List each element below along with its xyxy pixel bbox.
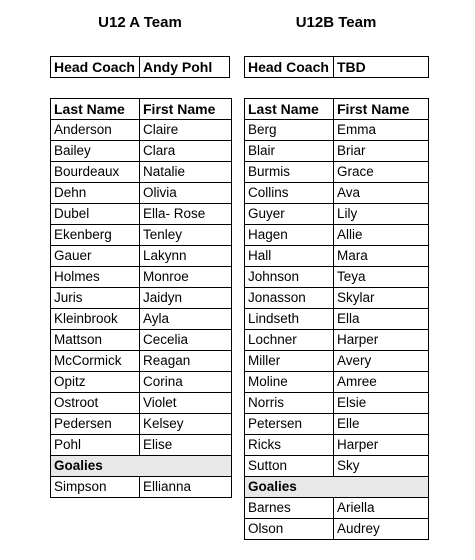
column-header-first-name: First Name (334, 99, 429, 120)
player-last-name: Johnson (245, 267, 334, 288)
player-last-name: Norris (245, 393, 334, 414)
goalie-last-name: Barnes (245, 498, 334, 519)
player-row (51, 141, 232, 162)
player-last-name: Gauer (51, 246, 140, 267)
player-last-name: Hagen (245, 225, 334, 246)
player-last-name: Dubel (51, 204, 140, 225)
player-first-name: Grace (334, 162, 429, 183)
player-last-name: Anderson (51, 120, 140, 141)
player-last-name: Sutton (245, 456, 334, 477)
player-last-name: Pedersen (51, 414, 140, 435)
goalies-header-row (51, 456, 232, 477)
goalies-label: Goalies (51, 456, 232, 477)
team-a-title: U12 A Team (98, 14, 182, 31)
team-a-coach-table (50, 56, 230, 78)
column-header-last-name: Last Name (245, 99, 334, 120)
player-last-name: Berg (245, 120, 334, 141)
player-first-name: Briar (334, 141, 429, 162)
player-last-name: Holmes (51, 267, 140, 288)
player-first-name: Avery (334, 351, 429, 372)
player-first-name: Harper (334, 435, 429, 456)
coach-label: Head Coach (51, 57, 140, 78)
player-row (245, 246, 429, 267)
player-first-name: Clara (140, 141, 232, 162)
player-last-name: Ostroot (51, 393, 140, 414)
player-row (245, 309, 429, 330)
goalies-label: Goalies (245, 477, 429, 498)
player-row (245, 330, 429, 351)
player-last-name: Moline (245, 372, 334, 393)
player-row (245, 351, 429, 372)
team-b-roster-table (244, 98, 429, 540)
player-row (245, 162, 429, 183)
player-row (245, 120, 429, 141)
player-last-name: Collins (245, 183, 334, 204)
player-row (51, 246, 232, 267)
player-row (51, 225, 232, 246)
goalie-last-name: Olson (245, 519, 334, 540)
team-a-roster-table (50, 98, 232, 498)
player-last-name: Pohl (51, 435, 140, 456)
player-last-name: Ricks (245, 435, 334, 456)
player-first-name: Ayla (140, 309, 232, 330)
goalie-row (245, 498, 429, 519)
roster-header-row (51, 99, 232, 120)
player-last-name: Opitz (51, 372, 140, 393)
player-last-name: Blair (245, 141, 334, 162)
column-header-first-name: First Name (140, 99, 232, 120)
player-row (245, 204, 429, 225)
player-last-name: Jonasson (245, 288, 334, 309)
player-first-name: Cecelia (140, 330, 232, 351)
player-last-name: Lindseth (245, 309, 334, 330)
goalie-first-name: Ellianna (140, 477, 232, 498)
player-row (51, 183, 232, 204)
player-row (51, 120, 232, 141)
player-row (51, 393, 232, 414)
player-first-name: Elsie (334, 393, 429, 414)
player-row (51, 372, 232, 393)
player-last-name: Bailey (51, 141, 140, 162)
player-first-name: Corina (140, 372, 232, 393)
player-row (245, 267, 429, 288)
player-first-name: Amree (334, 372, 429, 393)
player-last-name: Mattson (51, 330, 140, 351)
goalie-first-name: Ariella (334, 498, 429, 519)
player-first-name: Lily (334, 204, 429, 225)
player-row (245, 435, 429, 456)
player-first-name: Harper (334, 330, 429, 351)
player-row (51, 414, 232, 435)
column-header-last-name: Last Name (51, 99, 140, 120)
player-row (51, 351, 232, 372)
player-row (51, 267, 232, 288)
player-row (245, 288, 429, 309)
coach-name: TBD (334, 57, 429, 78)
player-last-name: Hall (245, 246, 334, 267)
player-last-name: Ekenberg (51, 225, 140, 246)
player-row (245, 372, 429, 393)
roster-header-row (245, 99, 429, 120)
coach-name: Andy Pohl (140, 57, 230, 78)
player-row (51, 288, 232, 309)
roster-body (245, 99, 429, 540)
player-last-name: Dehn (51, 183, 140, 204)
player-first-name: Allie (334, 225, 429, 246)
team-b-title: U12B Team (295, 14, 377, 31)
player-first-name: Monroe (140, 267, 232, 288)
player-first-name: Tenley (140, 225, 232, 246)
goalies-header-row (245, 477, 429, 498)
player-first-name: Ava (334, 183, 429, 204)
player-last-name: Juris (51, 288, 140, 309)
player-row (51, 162, 232, 183)
goalie-first-name: Audrey (334, 519, 429, 540)
coach-row (51, 57, 230, 78)
player-row (51, 330, 232, 351)
player-first-name: Sky (334, 456, 429, 477)
player-row (245, 414, 429, 435)
player-row (51, 204, 232, 225)
player-last-name: Burmis (245, 162, 334, 183)
player-last-name: Petersen (245, 414, 334, 435)
player-row (245, 393, 429, 414)
goalie-row (245, 519, 429, 540)
roster-body (51, 99, 232, 498)
player-last-name: McCormick (51, 351, 140, 372)
player-first-name: Reagan (140, 351, 232, 372)
player-row (245, 225, 429, 246)
player-row (245, 141, 429, 162)
player-first-name: Claire (140, 120, 232, 141)
player-last-name: Guyer (245, 204, 334, 225)
player-last-name: Lochner (245, 330, 334, 351)
player-row (51, 435, 232, 456)
player-first-name: Olivia (140, 183, 232, 204)
team-b-coach-table (244, 56, 429, 78)
goalie-last-name: Simpson (51, 477, 140, 498)
player-first-name: Jaidyn (140, 288, 232, 309)
player-first-name: Mara (334, 246, 429, 267)
player-first-name: Teya (334, 267, 429, 288)
player-last-name: Bourdeaux (51, 162, 140, 183)
player-row (245, 456, 429, 477)
player-first-name: Kelsey (140, 414, 232, 435)
player-first-name: Ella (334, 309, 429, 330)
player-first-name: Elise (140, 435, 232, 456)
player-last-name: Miller (245, 351, 334, 372)
player-row (51, 309, 232, 330)
player-row (245, 183, 429, 204)
player-last-name: Kleinbrook (51, 309, 140, 330)
player-first-name: Lakynn (140, 246, 232, 267)
player-first-name: Skylar (334, 288, 429, 309)
player-first-name: Ella- Rose (140, 204, 232, 225)
player-first-name: Natalie (140, 162, 232, 183)
goalie-row (51, 477, 232, 498)
coach-row (245, 57, 429, 78)
player-first-name: Elle (334, 414, 429, 435)
coach-label: Head Coach (245, 57, 334, 78)
player-first-name: Emma (334, 120, 429, 141)
player-first-name: Violet (140, 393, 232, 414)
